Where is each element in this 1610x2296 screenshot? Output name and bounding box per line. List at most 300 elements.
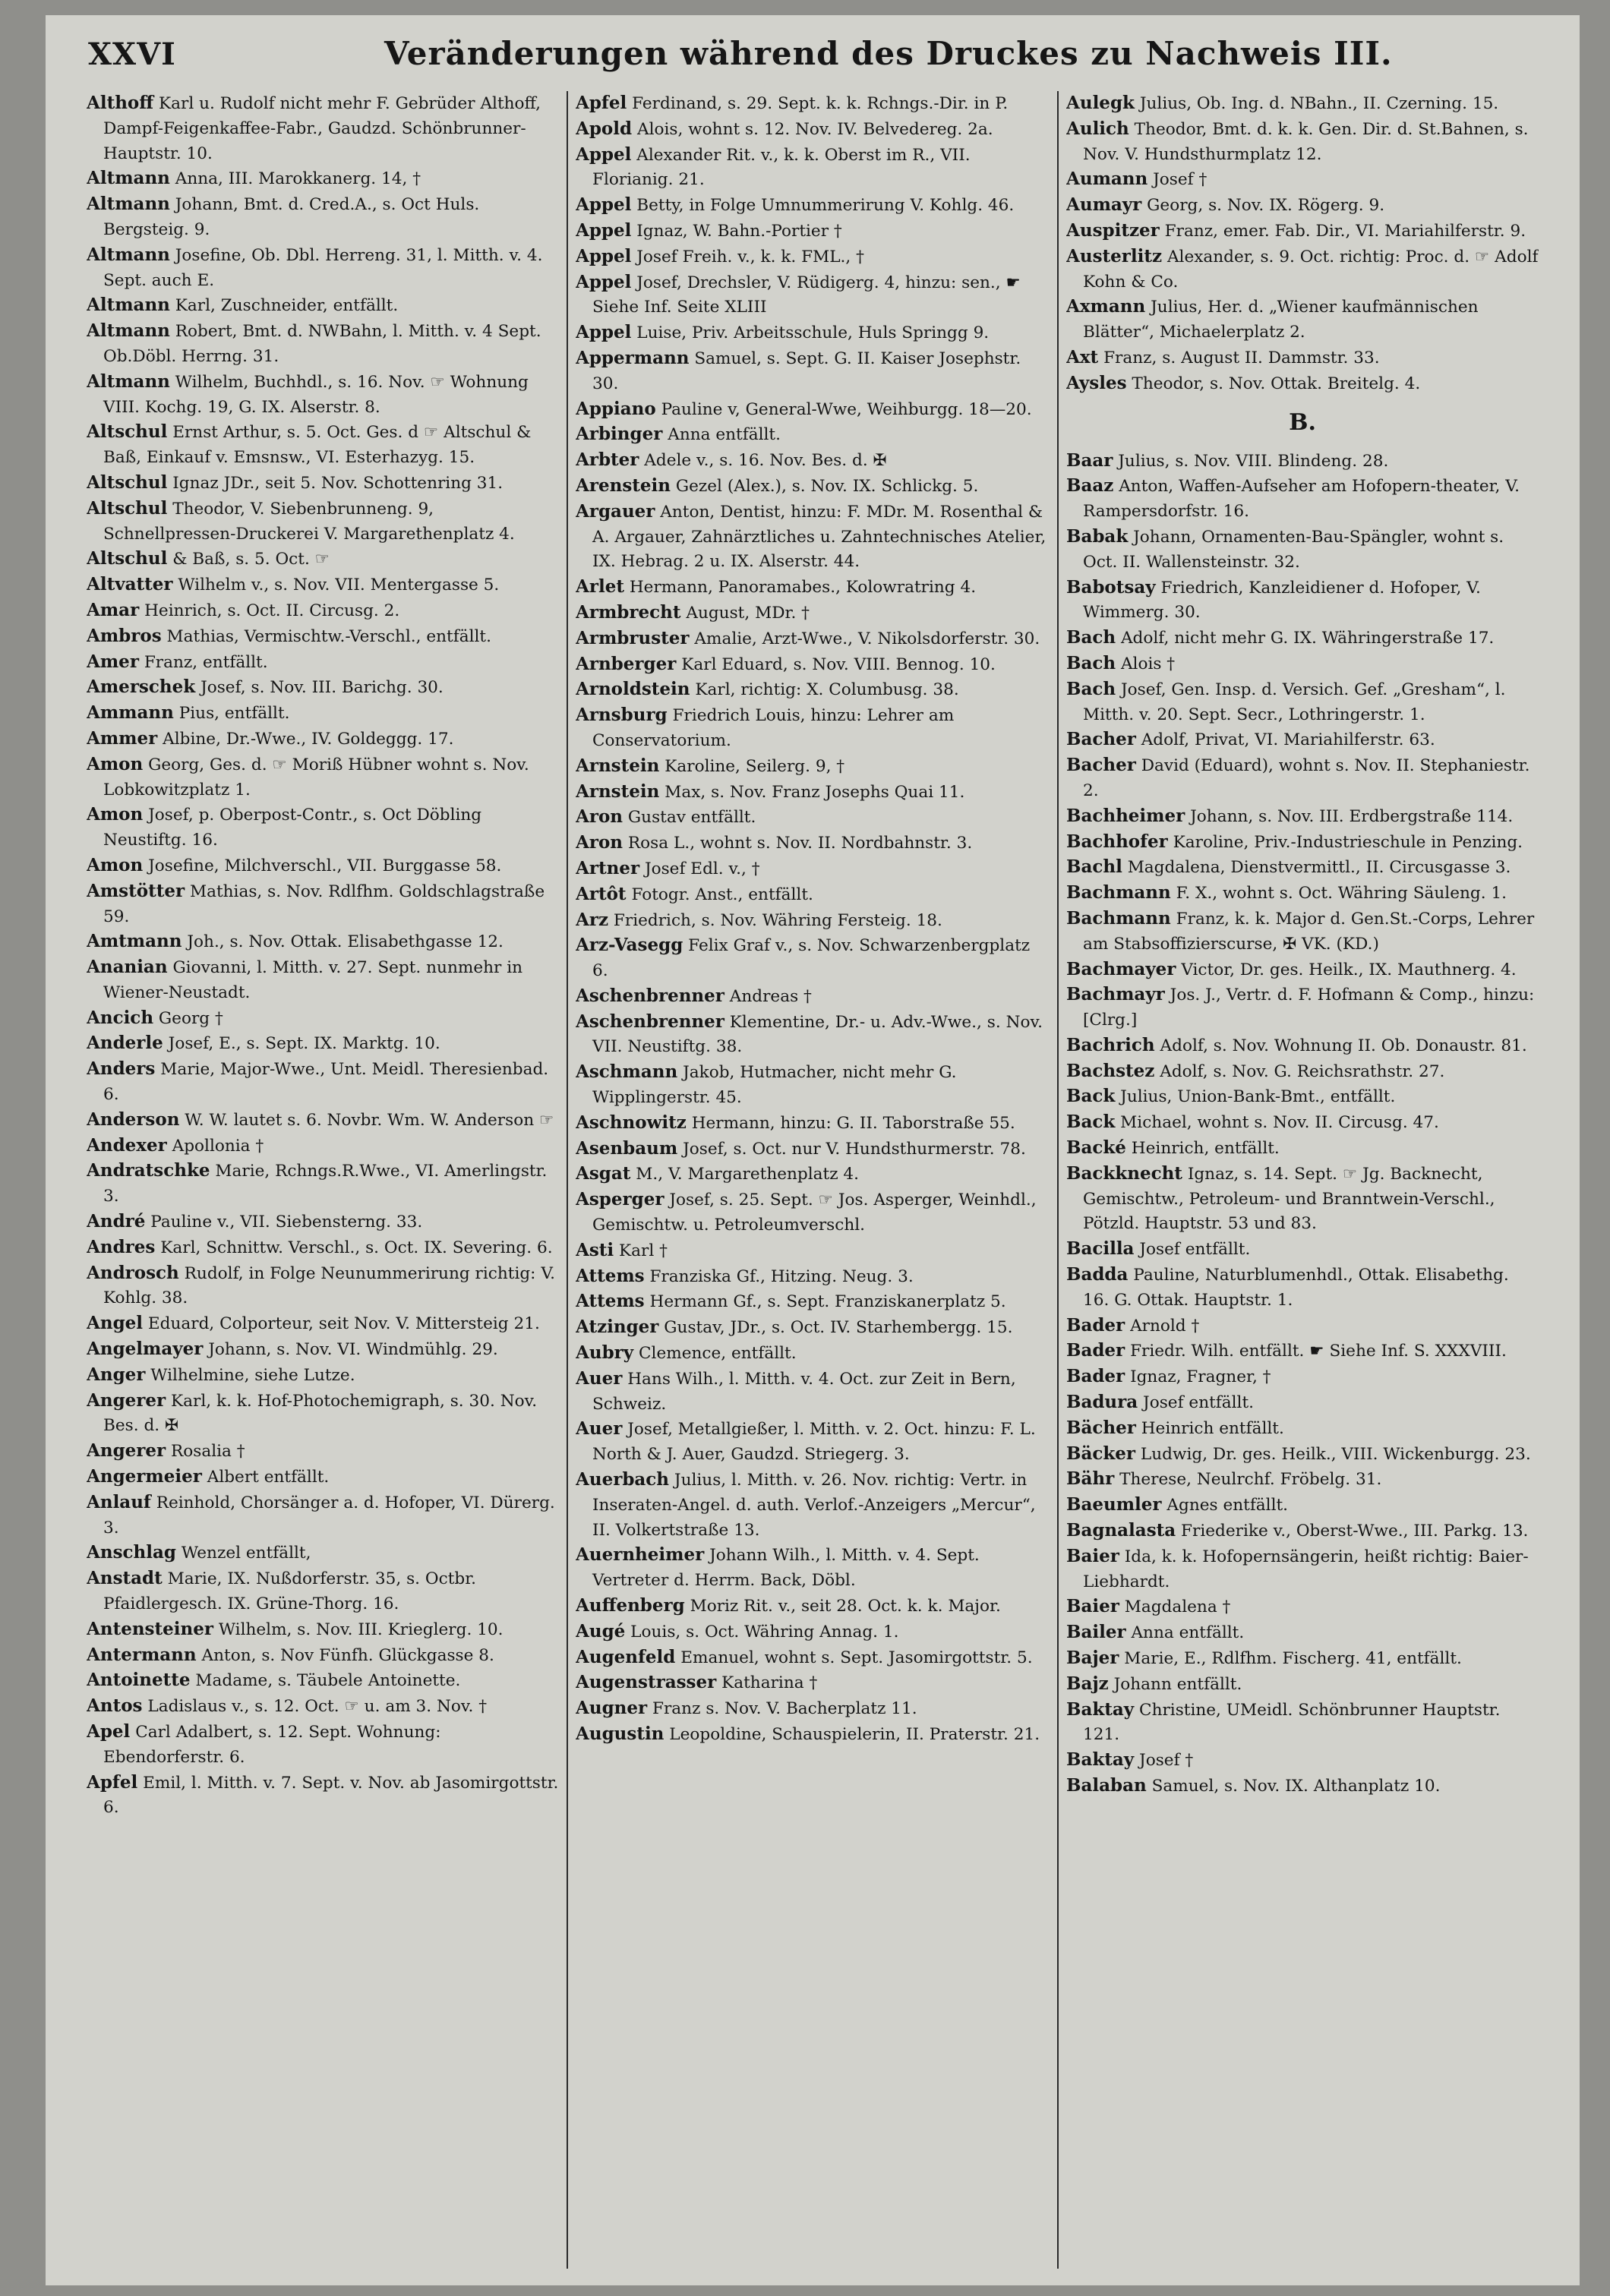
entry-surname: Anlauf	[87, 1491, 151, 1512]
entry-surname: Bader	[1066, 1340, 1125, 1361]
directory-entry	[87, 547, 559, 572]
entry-details: Amalie, Arzt-Wwe., V. Nikolsdorferstr. 30.	[694, 629, 1040, 648]
entry-surname: Baktay	[1066, 1749, 1135, 1771]
entry-surname: Aulich	[1066, 118, 1129, 139]
entry-details: Johann, Bmt. d. Cred.A., s. Oct Huls. Bergsteig. 9.	[103, 195, 480, 239]
directory-entry	[576, 856, 1048, 882]
directory-entry	[576, 1238, 1048, 1264]
entry-details: Josef †	[1139, 1751, 1194, 1771]
directory-entry	[1066, 1594, 1539, 1620]
directory-entry	[576, 1315, 1048, 1341]
entry-details: Rudolf, in Folge Neunummerirung richtig: V. Kohlg. 38.	[103, 1263, 556, 1308]
entry-surname: Altmann	[87, 244, 170, 265]
entry-details: Franz s. Nov. V. Bacherplatz 11.	[652, 1699, 917, 1719]
entry-details: & Baß, s. 5. Oct. ☞	[172, 550, 330, 569]
entry-surname: Ancich	[87, 1007, 154, 1028]
directory-entry	[1066, 1110, 1539, 1136]
directory-entry	[1066, 1339, 1539, 1364]
directory-entry	[576, 1341, 1048, 1367]
entry-details: Wilhelmine, siehe Lutze.	[150, 1365, 355, 1385]
entry-surname: Baier	[1066, 1596, 1119, 1617]
entry-surname: Bachstez	[1066, 1060, 1155, 1081]
entry-details: Friedrich, Kanzleidiener d. Hofoper, V. Wimmerg. 30.	[1083, 578, 1481, 623]
entry-surname: Ammer	[87, 727, 158, 749]
entry-details: Josef, Metallgießer, l. Mitth. v. 2. Oct. hinzu: F. L. North & J. Auer, Gaudzd. Striegerg. 3.	[592, 1420, 1036, 1465]
entry-surname: Apold	[576, 118, 633, 139]
entry-details: Heinrich, s. Oct. II. Circusg. 2.	[144, 601, 400, 620]
directory-entry	[87, 1490, 559, 1541]
entry-details: Samuel, s. Sept. G. II. Kaiser Josephstr. 30.	[592, 348, 1021, 393]
entry-surname: Amtmann	[87, 931, 182, 952]
directory-entry	[576, 1111, 1048, 1137]
entry-details: Josef Edl. v., †	[644, 859, 760, 878]
entry-surname: Baaz	[1066, 475, 1114, 497]
entry-details: Victor, Dr. ges. Heilk., IX. Mauthnerg. 4.	[1181, 960, 1517, 979]
entry-surname: Aschnowitz	[576, 1112, 687, 1133]
directory-entry	[576, 346, 1048, 397]
entry-details: Pius, entfällt.	[178, 704, 290, 724]
directory-entry	[87, 370, 559, 421]
entry-surname: Altmann	[87, 168, 170, 189]
directory-entry	[87, 803, 559, 853]
entry-surname: Aumann	[1066, 169, 1148, 190]
entry-details: Alois, wohnt s. 12. Nov. IV. Belvedereg. 2a.	[636, 119, 993, 139]
entry-surname: Babotsay	[1066, 576, 1156, 598]
directory-entry	[1066, 1544, 1539, 1595]
directory-entry	[576, 1289, 1048, 1315]
entry-details: Julius, l. Mitth. v. 26. Nov. richtig: Vertr. in Inseraten-Angel. d. auth. Verlof.-Anzeigers „Mercur“, II. Volkertstraße 13.	[592, 1471, 1036, 1540]
directory-entry	[87, 1031, 559, 1057]
page-header	[88, 26, 1554, 87]
entry-details: Friederike v., Oberst-Wwe., III. Parkg. 13.	[1181, 1522, 1529, 1541]
column-1	[87, 91, 559, 2270]
entry-details: Marie, IX. Nußdorferstr. 35, s. Octbr. Pfaidlergesch. IX. Grüne-Thorg. 16.	[103, 1569, 477, 1614]
entry-details: Julius, Her. d. „Wiener kaufmännischen Blätter“, Michaelerplatz 2.	[1083, 298, 1479, 342]
directory-entry	[1066, 881, 1539, 907]
entry-details: Josef entfällt.	[1139, 1240, 1251, 1260]
directory-entry	[1066, 525, 1539, 576]
entry-surname: Backé	[1066, 1137, 1126, 1159]
entry-surname: Aumayr	[1066, 194, 1142, 216]
entry-details: Franz, k. k. Major d. Gen.St.-Corps, Lehrer am Stabsoffizierscurse, ✠ VK. (KD.)	[1083, 909, 1535, 954]
directory-entry	[87, 1643, 559, 1669]
entry-surname: Badura	[1066, 1392, 1138, 1413]
entry-surname: Arnoldstein	[576, 679, 690, 700]
entry-surname: Angel	[87, 1313, 144, 1334]
directory-entry	[87, 624, 559, 650]
directory-entry	[1066, 626, 1539, 651]
directory-entry	[1066, 91, 1539, 117]
entry-details: Julius, Ob. Ing. d. NBahn., II. Czerning. 15.	[1139, 94, 1499, 113]
entry-surname: Artner	[576, 857, 640, 878]
directory-entry	[576, 805, 1048, 831]
entry-details: Mathias, s. Nov. Rdlfhm. Goldschlagstraße 59.	[103, 882, 545, 926]
entry-surname: Axt	[1066, 346, 1099, 367]
directory-entry	[87, 1057, 559, 1108]
directory-entry	[576, 117, 1048, 143]
entry-surname: Asenbaum	[576, 1137, 678, 1159]
directory-entry	[576, 780, 1048, 806]
entry-surname: Baar	[1066, 449, 1113, 471]
entry-details: Joh., s. Nov. Ottak. Elisabethgasse 12.	[187, 932, 504, 952]
directory-entry	[576, 270, 1048, 321]
entry-details: Katharina †	[721, 1673, 818, 1693]
entry-details: Karl Eduard, s. Nov. VIII. Bennog. 10.	[681, 654, 996, 674]
entry-details: Andreas †	[729, 986, 812, 1006]
entry-details: Apollonia †	[172, 1136, 264, 1156]
entry-surname: Angerer	[87, 1440, 166, 1462]
entry-surname: Augenstrasser	[576, 1672, 717, 1693]
directory-entry	[576, 244, 1048, 270]
entry-surname: Aron	[576, 806, 623, 828]
entry-details: Karl, richtig: X. Columbusg. 38.	[695, 680, 959, 700]
entry-details: Jos. J., Vertr. d. F. Hofmann & Comp., hinzu: [Clrg.]	[1083, 986, 1535, 1030]
entry-surname: Androsch	[87, 1262, 179, 1283]
entry-surname: Bachhofer	[1066, 831, 1168, 852]
entry-surname: Arnsburg	[576, 705, 668, 726]
directory-entry	[87, 1311, 559, 1337]
entry-details: Karl, Schnittw. Verschl., s. Oct. IX. Severing. 6.	[160, 1238, 553, 1257]
directory-entry	[576, 320, 1048, 346]
entry-details: Anton, s. Nov Fünfh. Glückgasse 8.	[201, 1645, 494, 1665]
entry-details: Josef, s. 25. Sept. ☞ Jos. Asperger, Weinhdl., Gemischtw. u. Petroleumverschl.	[592, 1191, 1037, 1235]
entry-details: Heinrich entfällt.	[1141, 1418, 1284, 1438]
entry-surname: Anschlag	[87, 1542, 176, 1563]
entry-surname: Back	[1066, 1112, 1116, 1133]
entry-details: Georg, Ges. d. ☞ Moriß Hübner wohnt s. Nov. Lobkowitzplatz 1.	[103, 755, 529, 800]
directory-entry	[1066, 1237, 1539, 1263]
entry-surname: Bähr	[1066, 1468, 1115, 1490]
directory-entry	[576, 601, 1048, 626]
directory-entry	[1066, 576, 1539, 626]
directory-entry	[87, 1566, 559, 1617]
entry-details: Emil, l. Mitth. v. 7. Sept. v. Nov. ab Jasomirgottstr. 6.	[103, 1773, 559, 1818]
directory-entry	[1066, 1162, 1539, 1237]
directory-entry	[1066, 1084, 1539, 1110]
entry-surname: Appermann	[576, 347, 690, 368]
entry-details: Johann, s. Nov. VI. Windmühlg. 29.	[208, 1340, 498, 1360]
entry-details: Ludwig, Dr. ges. Heilk., VIII. Wickenburgg. 23.	[1140, 1444, 1531, 1464]
directory-entry	[1066, 1748, 1539, 1774]
directory-entry	[1066, 219, 1539, 244]
entry-details: Jakob, Hutmacher, nicht mehr G. Wipplingerstr. 45.	[592, 1063, 957, 1108]
entry-details: Eduard, Colporteur, seit Nov. V. Mittersteig 21.	[147, 1314, 540, 1334]
entry-details: Michael, wohnt s. Nov. II. Circusg. 47.	[1120, 1113, 1439, 1133]
entry-details: Ernst Arthur, s. 5. Oct. Ges. d ☞ Altschul & Baß, Einkauf v. Emsnsw., VI. Esterhazyg. 15.	[103, 423, 532, 468]
entry-surname: Appel	[576, 219, 632, 241]
entry-details: Ignaz JDr., seit 5. Nov. Schottenring 31.	[172, 473, 504, 493]
directory-entry	[87, 727, 559, 752]
entry-details: Johann Wilh., l. Mitth. v. 4. Sept. Vertreter d. Herrm. Back, Döbl.	[592, 1546, 980, 1591]
entry-details: Christine, UMeidl. Schönbrunner Hauptstr. 121.	[1083, 1700, 1501, 1745]
entry-details: Albine, Dr.-Wwe., IV. Goldeggg. 17.	[163, 729, 454, 749]
entry-surname: Austerlitz	[1066, 245, 1163, 266]
entry-surname: Amon	[87, 854, 144, 875]
directory-entry	[1066, 855, 1539, 881]
entry-details: Gezel (Alex.), s. Nov. IX. Schlickg. 5.	[675, 476, 979, 496]
entry-details: Marie, Rchngs.R.Wwe., VI. Amerlingstr. 3.	[103, 1162, 548, 1206]
entry-surname: Appel	[576, 194, 632, 216]
entry-surname: Bacher	[1066, 729, 1136, 750]
entry-surname: Altmann	[87, 295, 170, 316]
entry-details: Marie, E., Rdlfhm. Fischerg. 41, entfällt.	[1124, 1649, 1462, 1669]
entry-details: M., V. Margarethenplatz 4.	[636, 1165, 860, 1184]
directory-entry	[87, 243, 559, 294]
entry-details: Pauline v, General-Wwe, Weihburgg. 18—20.	[661, 399, 1032, 419]
directory-entry	[1066, 1467, 1539, 1493]
entry-surname: Armbruster	[576, 627, 690, 648]
entry-details: Magdalena †	[1124, 1597, 1231, 1617]
entry-details: Emanuel, wohnt s. Sept. Jasomirgottstr. 5.	[680, 1648, 1033, 1667]
directory-entry	[576, 91, 1048, 117]
entry-details: Franz, s. August II. Dammstr. 33.	[1103, 348, 1380, 367]
entry-details: Mathias, Vermischtw.-Verschl., entfällt.	[166, 626, 491, 646]
directory-entry	[1066, 371, 1539, 397]
directory-entry	[87, 192, 559, 243]
entry-surname: Attems	[576, 1291, 645, 1312]
entry-details: Karl, k. k. Hof-Photochemigraph, s. 30. Nov. Bes. d. ✠	[103, 1391, 538, 1436]
entry-surname: Bader	[1066, 1366, 1125, 1387]
directory-entry	[1066, 982, 1539, 1033]
entry-surname: Andexer	[87, 1134, 167, 1156]
entry-details: Reinhold, Chorsänger a. d. Hofoper, VI. Dürerg. 3.	[103, 1493, 555, 1538]
entry-details: Josef, Drechsler, V. Rüdigerg. 4, hinzu: sen., ☛ Siehe Inf. Seite XLIII	[592, 273, 1021, 317]
entry-details: Georg, s. Nov. IX. Rögerg. 9.	[1147, 196, 1385, 216]
entry-surname: Altschul	[87, 497, 168, 519]
entry-surname: Apfel	[576, 93, 627, 113]
entry-surname: Bäcker	[1066, 1443, 1136, 1464]
entry-surname: Arz-Vasegg	[576, 935, 683, 956]
entry-surname: Angermeier	[87, 1466, 202, 1487]
entry-surname: Bachmann	[1066, 907, 1171, 929]
directory-entry	[576, 1468, 1048, 1543]
directory-entry	[87, 879, 559, 930]
directory-entry	[1066, 193, 1539, 219]
directory-entry	[576, 143, 1048, 194]
entry-surname: Bach	[1066, 652, 1116, 673]
directory-entry	[576, 500, 1048, 575]
directory-entry	[1066, 651, 1539, 677]
entry-surname: Auer	[576, 1418, 623, 1440]
directory-entry	[87, 1694, 559, 1720]
directory-entry	[87, 1159, 559, 1210]
entry-details: Therese, Neulrchf. Fröbelg. 31.	[1119, 1470, 1382, 1490]
entry-details: Wilhelm, s. Nov. III. Krieglerg. 10.	[218, 1620, 504, 1639]
entry-surname: Asperger	[576, 1189, 665, 1210]
entry-surname: Althoff	[87, 93, 154, 113]
entry-surname: Bagnalasta	[1066, 1520, 1176, 1541]
directory-entry	[576, 1620, 1048, 1645]
entry-details: Theodor, s. Nov. Ottak. Breitelg. 4.	[1132, 374, 1421, 393]
directory-entry	[87, 1389, 559, 1440]
directory-entry	[87, 1134, 559, 1159]
directory-entry	[576, 1696, 1048, 1722]
entry-details: Wilhelm, Buchhdl., s. 16. Nov. ☞ Wohnung VIII. Kochg. 19, G. IX. Alserstr. 8.	[103, 372, 529, 417]
directory-entry	[1066, 1646, 1539, 1672]
directory-entry	[1066, 1033, 1539, 1059]
entry-surname: Attems	[576, 1265, 645, 1286]
directory-entry	[576, 703, 1048, 754]
directory-entry	[1066, 474, 1539, 525]
entry-details: Ida, k. k. Hofopernsängerin, heißt richtig: Baier-Liebhardt.	[1083, 1547, 1529, 1591]
directory-entry	[576, 1670, 1048, 1696]
directory-entry	[576, 1543, 1048, 1594]
entry-details: Josef, s. Oct. nur V. Hundsthurmerstr. 78.	[683, 1139, 1026, 1159]
directory-entry	[1066, 907, 1539, 957]
directory-entry	[1066, 1620, 1539, 1646]
entry-details: David (Eduard), wohnt s. Nov. II. Stephaniestr. 2.	[1083, 756, 1530, 800]
entry-details: Anna entfällt.	[1131, 1623, 1245, 1643]
directory-entry	[87, 1771, 559, 1821]
column-3	[1066, 91, 1539, 2270]
entry-surname: Auer	[576, 1367, 623, 1389]
entry-surname: Aron	[576, 832, 623, 853]
entry-details: Adolf, nicht mehr G. IX. Währingerstraße 17.	[1120, 629, 1495, 648]
entry-details: Karoline, Priv.-Industrieschule in Penzing.	[1173, 832, 1523, 852]
directory-entry	[576, 882, 1048, 908]
directory-entry	[87, 650, 559, 676]
directory-entry	[87, 166, 559, 192]
directory-entry	[576, 831, 1048, 856]
directory-entry	[87, 1006, 559, 1032]
entry-surname: Back	[1066, 1086, 1116, 1107]
directory-entry	[576, 193, 1048, 219]
entry-details: Hermann, Panoramabes., Kolowratring 4.	[629, 578, 977, 598]
entry-surname: Arbinger	[576, 424, 663, 445]
column-divider	[567, 91, 568, 2269]
directory-entry	[1066, 117, 1539, 168]
entry-surname: Amar	[87, 599, 140, 620]
entry-surname: Bach	[1066, 627, 1116, 648]
directory-entry	[576, 1162, 1048, 1187]
entry-details: Ferdinand, s. 29. Sept. k. k. Rchngs.-Dir. in P.	[632, 94, 1009, 113]
directory-entry	[576, 1417, 1048, 1468]
directory-entry	[87, 1617, 559, 1643]
directory-entry	[1066, 1314, 1539, 1339]
entry-surname: Apfel	[87, 1771, 138, 1793]
directory-entry	[87, 1363, 559, 1389]
entry-surname: Auspitzer	[1066, 219, 1160, 241]
entry-surname: Bachmayer	[1066, 958, 1176, 979]
directory-entry	[576, 448, 1048, 474]
entry-surname: Arlet	[576, 576, 624, 598]
entry-surname: Angerer	[87, 1389, 166, 1411]
directory-entry	[1066, 830, 1539, 856]
directory-entry	[1066, 1390, 1539, 1416]
directory-entry	[87, 91, 559, 166]
entry-details: Alois †	[1120, 654, 1176, 673]
directory-entry	[1066, 1698, 1539, 1749]
entry-surname: Amerschek	[87, 676, 196, 698]
entry-details: Josef Freih. v., k. k. FML., †	[636, 247, 864, 266]
entry-surname: Apel	[87, 1721, 131, 1742]
entry-surname: Balaban	[1066, 1775, 1147, 1796]
directory-entry	[1066, 1364, 1539, 1390]
entry-surname: Appiano	[576, 398, 656, 419]
entry-details: Albert entfällt.	[207, 1468, 330, 1487]
entry-surname: Babak	[1066, 525, 1129, 547]
directory-page	[46, 15, 1580, 2285]
directory-entry	[87, 701, 559, 727]
entry-surname: Auerbach	[576, 1469, 670, 1490]
entry-details: Josef, Gen. Insp. d. Versich. Gef. „Gresham“, l. Mitth. v. 20. Sept. Secr., Lothringerstr. 1.	[1083, 680, 1506, 724]
directory-entry	[87, 1439, 559, 1465]
entry-details: Franz, entfällt.	[144, 652, 268, 672]
entry-surname: Amer	[87, 651, 139, 672]
entry-surname: Badda	[1066, 1264, 1129, 1285]
entry-details: Hans Wilh., l. Mitth. v. 4. Oct. zur Zeit in Bern, Schweiz.	[592, 1369, 1016, 1414]
entry-surname: Antermann	[87, 1644, 197, 1665]
directory-entry	[576, 397, 1048, 423]
directory-entry	[87, 1261, 559, 1312]
entry-details: Alexander, s. 9. Oct. richtig: Proc. d. ☞ Adolf Kohn & Co.	[1083, 247, 1539, 292]
entry-surname: Asti	[576, 1239, 614, 1260]
directory-entry	[576, 984, 1048, 1010]
entry-surname: Bacher	[1066, 755, 1136, 776]
entry-details: Agnes entfällt.	[1166, 1496, 1289, 1515]
entry-surname: Bach	[1066, 678, 1116, 699]
entry-details: Friedrich, s. Nov. Währing Fersteig. 18.	[613, 910, 942, 930]
directory-entry	[1066, 1442, 1539, 1468]
directory-entry	[1066, 345, 1539, 371]
entry-details: August, MDr. †	[686, 603, 810, 623]
entry-surname: Augenfeld	[576, 1646, 676, 1667]
directory-entry	[87, 929, 559, 955]
entry-details: Karl, Zuschneider, entfällt.	[175, 296, 399, 316]
entry-surname: Ammann	[87, 702, 174, 724]
entry-details: Karoline, Seilerg. 9, †	[665, 756, 845, 776]
entry-surname: Aschmann	[576, 1061, 678, 1083]
entry-surname: Altschul	[87, 472, 168, 493]
entry-details: Anton, Dentist, hinzu: F. MDr. M. Rosenthal & A. Argauer, Zahnärztliches u. Zahntechnisches Atelier, IX. Hebrag. 2 u. IX. Alserstr. 44.	[592, 502, 1046, 572]
entry-surname: Backknecht	[1066, 1162, 1182, 1184]
entry-surname: Amon	[87, 753, 144, 774]
entry-details: Friedr. Wilh. entfällt. ☛ Siehe Inf. S. XXXVIII.	[1130, 1342, 1507, 1361]
entry-surname: Bachl	[1066, 856, 1122, 878]
entry-details: Johann, Ornamenten-Bau-Spängler, wohnt s. Oct. II. Wallensteinstr. 32.	[1083, 527, 1504, 572]
entry-details: Marie, Major-Wwe., Unt. Meidl. Theresienbad. 6.	[103, 1060, 549, 1105]
directory-entry	[1066, 677, 1539, 728]
entry-surname: Amstötter	[87, 880, 185, 901]
directory-entry	[1066, 1672, 1539, 1698]
entry-details: Ignaz, W. Bahn.-Portier †	[636, 221, 842, 241]
directory-entry	[576, 626, 1048, 652]
entry-details: Louis, s. Oct. Währing Annag. 1.	[630, 1622, 899, 1642]
entry-surname: Bajz	[1066, 1673, 1109, 1694]
entry-details: Wilhelm v., s. Nov. VII. Mentergasse 5.	[178, 576, 500, 595]
entry-details: Karl †	[619, 1241, 668, 1260]
entry-details: Fotogr. Anst., entfällt.	[631, 885, 813, 904]
entry-details: Theodor, V. Siebenbrunneng. 9, Schnellpressen-Druckerei V. Margarethenplatz 4.	[103, 499, 515, 544]
directory-entry	[576, 1010, 1048, 1061]
entry-surname: Amon	[87, 804, 144, 825]
directory-entry	[87, 1465, 559, 1490]
entry-details: Rosalia †	[171, 1442, 245, 1462]
entry-surname: Aubry	[576, 1342, 634, 1364]
entry-details: Johann, s. Nov. III. Erdbergstraße 114.	[1190, 806, 1514, 826]
directory-entry	[87, 1108, 559, 1134]
directory-entry	[576, 933, 1048, 984]
entry-details: Julius, s. Nov. VIII. Blindeng. 28.	[1118, 451, 1389, 471]
entry-details: Anna entfällt.	[668, 425, 781, 445]
entry-details: Karl u. Rudolf nicht mehr F. Gebrüder Althoff, Dampf-Feigenkaffee-Fabr., Gaudzd. Schönbrunner-Hauptstr. 10.	[103, 94, 541, 163]
entry-details: Alexander Rit. v., k. k. Oberst im R., VII. Florianig. 21.	[592, 145, 971, 190]
directory-entry	[87, 598, 559, 624]
entry-surname: Altschul	[87, 421, 168, 443]
entry-surname: Artôt	[576, 883, 627, 904]
directory-entry	[87, 420, 559, 471]
directory-entry	[87, 955, 559, 1006]
